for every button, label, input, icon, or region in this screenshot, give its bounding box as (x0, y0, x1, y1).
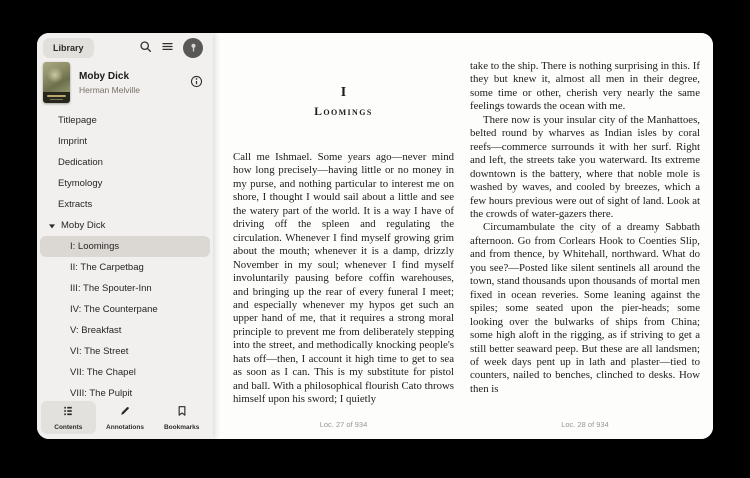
sidebar-tab-bar (37, 398, 213, 439)
tab-bookmarks[interactable] (154, 401, 209, 434)
toc-group-label: Moby Dick (61, 220, 106, 231)
toc-item-label: Dedication (58, 157, 103, 168)
book-cover-title-band (43, 92, 70, 103)
toc-chapter-pulpit[interactable] (40, 383, 210, 398)
paragraph: Circumambulate the city of a dreamy Sabbath afternoon. Go from Corlears Hook to Coenties Slip, and from thence, by Whitehall, northward. What do you see?—Posted like silent sentinels all around the town, stand thousands upon thousands of mortal men fixed in ocean reveries. Some leaning against the spiles; some seated upon the pier-heads; some looking over the bulwarks of ships from China; some high aloft in the rigging, as if striving to get a still better seaward peep. But these are all landsmen; of week days pent up in lath and plaster—tied to counters, nailed to benches, clinched to desks. How then is (470, 221, 700, 395)
table-of-contents (37, 108, 213, 398)
main-menu-button[interactable] (161, 40, 174, 56)
toc-chapter-label: VIII: The Pulpit (70, 388, 133, 398)
reading-column-right (470, 60, 700, 410)
toc-chapter-chapel[interactable] (40, 362, 210, 383)
pin-sidebar-button[interactable] (183, 38, 203, 58)
tab-label: Annotations (106, 424, 144, 431)
toc-chapter-label: I: Loomings (70, 241, 120, 252)
bullet-list-icon (62, 404, 74, 422)
book-title: Moby Dick (79, 70, 130, 82)
toc-chapter-label: II: The Carpetbag (70, 262, 144, 273)
reading-area (213, 33, 713, 439)
info-circle-icon (190, 75, 203, 91)
paragraph: There now is your insular city of the Manhattoes, belted round by wharves as Indian isles by coral reefs—commerce surrounds it with her surf. Right and left, the streets take you waterward. Its extreme downtown is the battery, where that noble mole is washed by waves, and cooled by breezes, which a few hours previous were out of sight of land. Look at the crowds of water-gazers there. (470, 113, 700, 220)
header-icon-group (139, 38, 203, 58)
tab-annotations[interactable] (98, 401, 153, 434)
toc-chapter-spouter-inn[interactable] (40, 278, 210, 299)
chapter-heading (233, 86, 454, 118)
book-meta (79, 71, 140, 95)
toc-item-dedication[interactable] (40, 152, 210, 173)
tab-label: Bookmarks (163, 424, 200, 431)
book-author: Herman Melville (79, 84, 140, 95)
toc-chapter-label: V: Breakfast (70, 325, 122, 336)
toc-item-label: Titlepage (58, 115, 97, 126)
toc-item-label: Etymology (58, 178, 103, 189)
ebook-reader-window (37, 33, 713, 439)
pin-icon (188, 41, 199, 56)
toc-item-label: Extracts (58, 199, 93, 210)
reading-column-left (233, 151, 454, 407)
sidebar (37, 33, 213, 439)
search-icon (139, 40, 152, 56)
location-footer-right: Loc. 28 of 934 (561, 420, 609, 429)
tab-contents[interactable] (41, 401, 96, 434)
toc-chapter-label: VII: The Chapel (70, 367, 136, 378)
toc-chapter-carpetbag[interactable] (40, 257, 210, 278)
paragraph: take to the ship. There is nothing surprising in this. If they but knew it, almost all men in their degree, some time or other, cherish very nearly the same feelings towards the ocean with me. (470, 60, 700, 113)
search-button[interactable] (139, 40, 152, 56)
toc-chapter-label: VI: The Street (70, 346, 129, 357)
toc-item-imprint[interactable] (40, 131, 210, 152)
book-cover-thumbnail (43, 62, 70, 103)
toc-item-titlepage[interactable] (40, 110, 210, 131)
tab-label: Contents (54, 424, 83, 431)
toc-group-moby-dick[interactable] (40, 215, 210, 236)
chapter-number: I (340, 85, 347, 100)
toc-chapter-label: IV: The Counterpane (70, 304, 158, 315)
book-info-row (37, 61, 213, 108)
toc-item-extracts[interactable] (40, 194, 210, 215)
bookmark-icon (176, 404, 188, 422)
hamburger-menu-icon (161, 40, 174, 56)
book-info-button[interactable] (190, 75, 203, 91)
toc-chapter-breakfast[interactable] (40, 320, 210, 341)
library-button[interactable]: Library (43, 38, 94, 58)
chapter-title: Loomings (314, 106, 373, 118)
pencil-icon (119, 404, 131, 422)
toc-chapter-label: III: The Spouter-Inn (70, 283, 152, 294)
toc-chapter-loomings[interactable] (40, 236, 210, 257)
chevron-down-icon (48, 222, 56, 230)
toc-chapter-street[interactable] (40, 341, 210, 362)
toc-item-label: Imprint (58, 136, 88, 147)
toc-chapter-counterpane[interactable] (40, 299, 210, 320)
sidebar-header (37, 33, 213, 61)
paragraph: Call me Ishmael. Some years ago—never mind how long precisely—having little or no money in my purse, and nothing particular to interest me on shore, I thought I would sail about a little and see the watery part of the world. It is a way I have of driving off the spleen and regulating the circulation. Whenever I find myself growing grim about the mouth; whenever it is a damp, drizzly November in my soul; whenever I find myself involuntarily pausing before coffin warehouses, and bringing up the rear of every funeral I meet; and especially whenever my hypos get such an upper hand of me, that it requires a strong moral principle to prevent me from deliberately stepping into the street, and methodically knocking people's hats off—then, I account it high time to get to sea as soon as I can. This is my substitute for pistol and ball. With a philosophical flourish Cato throws himself upon his sword; I quietly (233, 151, 454, 406)
toc-item-etymology[interactable] (40, 173, 210, 194)
location-footer-left: Loc. 27 of 934 (319, 420, 368, 429)
